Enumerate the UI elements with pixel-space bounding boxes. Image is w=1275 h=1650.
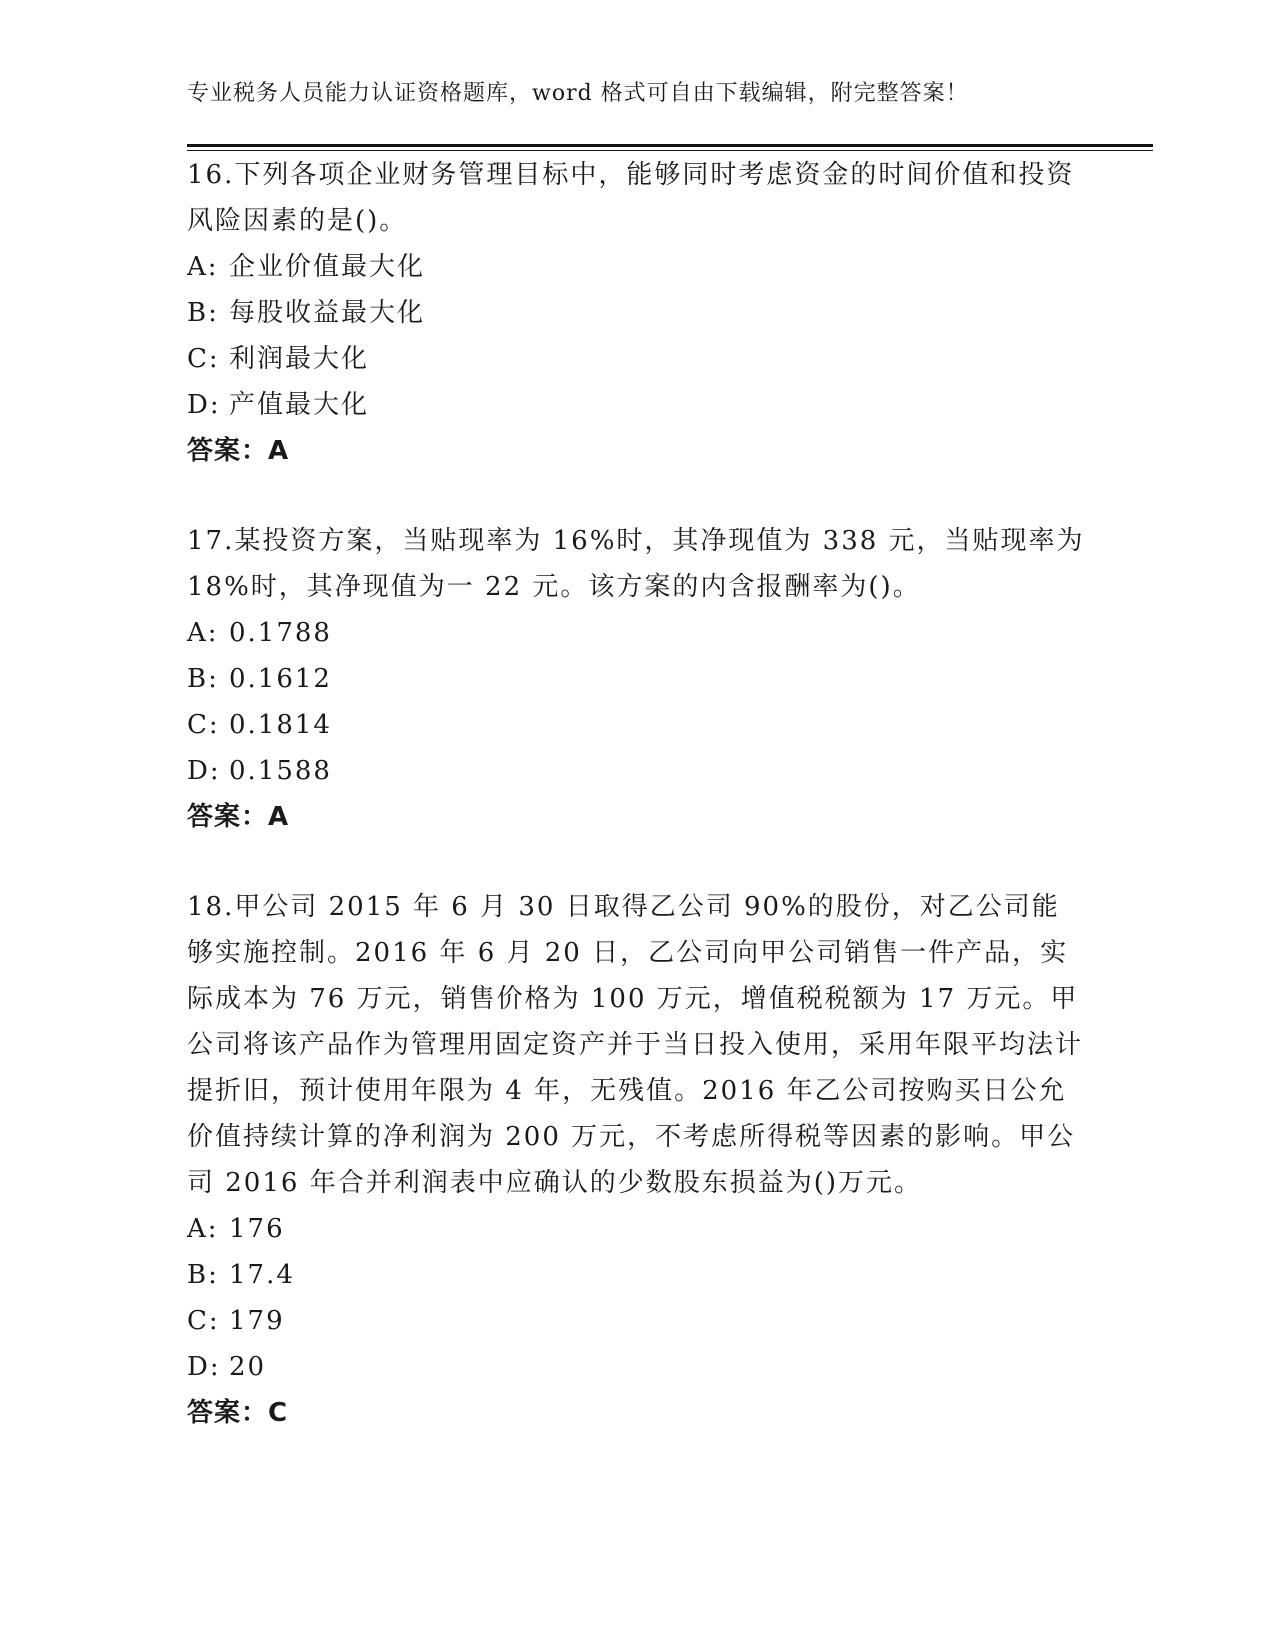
option-letter: C:	[187, 344, 220, 374]
question-text: 16.下列各项企业财务管理目标中，能够同时考虑资金的时间价值和投资风险因素的是()。	[187, 160, 1075, 236]
header-rule-thick	[187, 144, 1153, 147]
question-17	[187, 518, 1087, 840]
question-18	[187, 884, 1087, 1436]
question-text: 18.甲公司 2015 年 6 月 30 日取得乙公司 90%的股份，对乙公司能够实施控制。2016 年 6 月 20 日，乙公司向甲公司销售一件产品，实际成本为 76 万元，销售价格为 100 万元，增值税税额为 17 万元。甲公司将该产品作为管理用固定资产并于当日投入使用，采用年限平均法计提折旧，预计使用年限为 4 年，无残值。2016 年乙公司按购买日公允价值持续计算的净利润为 200 万元，不考虑所得税等因素的影响。甲公司 2016 年合并利润表中应确认的少数股东损益为()万元。	[187, 892, 1084, 1198]
option-d	[187, 1344, 1087, 1390]
option-text: 企业价值最大化	[229, 252, 426, 282]
option-text: 利润最大化	[229, 344, 370, 374]
option-letter: C:	[187, 1306, 220, 1336]
option-text: 17.4	[229, 1260, 295, 1290]
option-a	[187, 244, 1087, 290]
option-letter: B:	[187, 1260, 219, 1290]
option-letter: D:	[187, 1352, 221, 1382]
option-letter: A:	[187, 1214, 219, 1244]
option-a	[187, 1206, 1087, 1252]
option-b	[187, 1252, 1087, 1298]
option-text: 0.1612	[229, 664, 332, 694]
option-c	[187, 336, 1087, 382]
option-d	[187, 382, 1087, 428]
option-letter: D:	[187, 756, 221, 786]
option-c	[187, 1298, 1087, 1344]
option-text: 176	[229, 1214, 285, 1244]
option-letter: A:	[187, 252, 219, 282]
question-16	[187, 152, 1087, 474]
option-text: 0.1814	[229, 710, 332, 740]
option-a	[187, 610, 1087, 656]
option-b	[187, 290, 1087, 336]
option-text: 0.1588	[229, 756, 332, 786]
option-b	[187, 656, 1087, 702]
option-letter: B:	[187, 664, 219, 694]
option-text: 0.1788	[229, 618, 332, 648]
header-rule-thin	[187, 150, 1153, 151]
option-text: 产值最大化	[229, 390, 370, 420]
option-letter: B:	[187, 298, 219, 328]
option-letter: D:	[187, 390, 221, 420]
option-text: 179	[229, 1306, 285, 1336]
option-letter: A:	[187, 618, 219, 648]
option-text: 每股收益最大化	[229, 298, 426, 328]
answer: 答案：C	[187, 1398, 289, 1428]
question-text: 17.某投资方案，当贴现率为 16%时，其净现值为 338 元，当贴现率为 18%时，其净现值为一 22 元。该方案的内含报酬率为()。	[187, 526, 1085, 602]
page-header: 专业税务人员能力认证资格题库，word 格式可自由下载编辑，附完整答案！	[187, 81, 969, 106]
option-letter: C:	[187, 710, 220, 740]
option-text: 20	[229, 1352, 267, 1382]
answer: 答案：A	[187, 436, 290, 466]
option-c	[187, 702, 1087, 748]
answer: 答案：A	[187, 802, 290, 832]
option-d	[187, 748, 1087, 794]
